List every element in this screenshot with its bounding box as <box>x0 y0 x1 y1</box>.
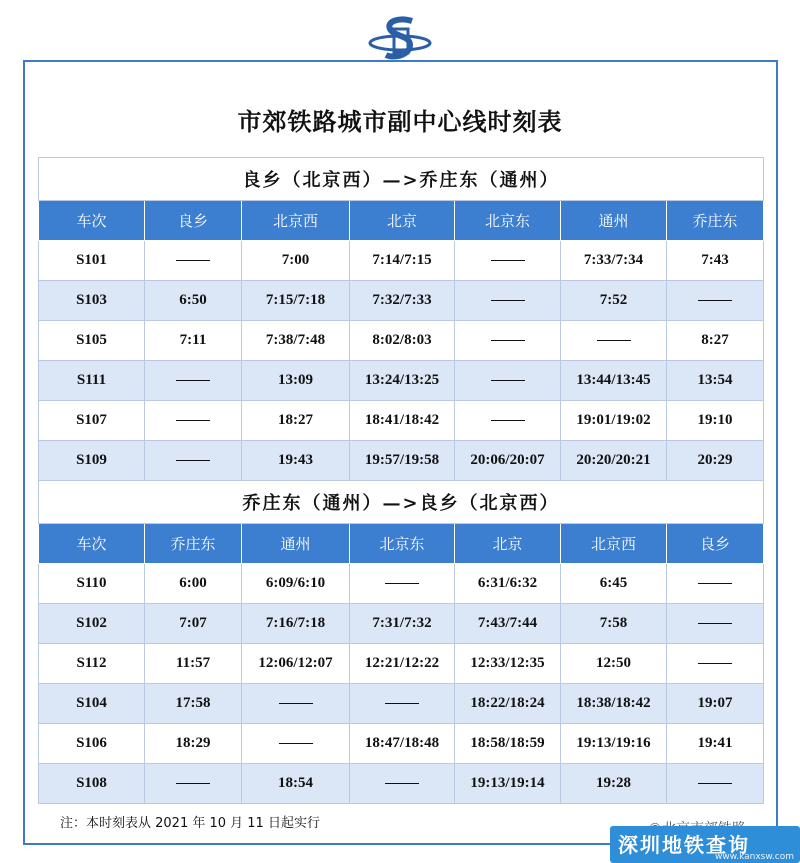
no-stop-dash <box>491 420 525 421</box>
time-cell <box>145 764 242 804</box>
time-cell <box>667 564 764 604</box>
column-header: 车次 <box>39 201 145 241</box>
time-cell: 13:44/13:45 <box>561 361 667 401</box>
time-cell <box>242 684 350 724</box>
no-stop-dash <box>491 380 525 381</box>
table-row <box>39 604 764 644</box>
table-row <box>39 724 764 764</box>
effective-date-note: 注：本时刻表从 2021 年 10 月 11 日起实行 <box>60 816 320 831</box>
column-header: 良乡 <box>667 524 764 564</box>
table-row <box>39 441 764 481</box>
table-row <box>39 361 764 401</box>
time-cell: 18:54 <box>242 764 350 804</box>
train-number-cell: S101 <box>39 241 145 281</box>
table-row <box>39 321 764 361</box>
time-cell: 12:06/12:07 <box>242 644 350 684</box>
time-cell: 19:10 <box>667 401 764 441</box>
no-stop-dash <box>279 743 313 744</box>
column-header: 车次 <box>39 524 145 564</box>
no-stop-dash <box>698 300 732 301</box>
time-cell <box>145 441 242 481</box>
time-cell: 18:29 <box>145 724 242 764</box>
site-logo <box>610 826 800 863</box>
train-number-cell: S108 <box>39 764 145 804</box>
train-number-cell: S103 <box>39 281 145 321</box>
column-header: 通州 <box>242 524 350 564</box>
table-row <box>39 281 764 321</box>
time-cell: 7:07 <box>145 604 242 644</box>
no-stop-dash <box>698 663 732 664</box>
no-stop-dash <box>698 623 732 624</box>
time-cell <box>145 361 242 401</box>
table-row <box>39 644 764 684</box>
time-cell: 7:43 <box>667 241 764 281</box>
no-stop-dash <box>491 340 525 341</box>
time-cell: 11:57 <box>145 644 242 684</box>
no-stop-dash <box>597 340 631 341</box>
table-row <box>39 764 764 804</box>
column-header: 良乡 <box>145 201 242 241</box>
time-cell: 7:00 <box>242 241 350 281</box>
column-header: 北京 <box>455 524 561 564</box>
header-row <box>39 524 764 564</box>
time-cell: 12:50 <box>561 644 667 684</box>
time-cell <box>350 764 455 804</box>
time-cell: 7:16/7:18 <box>242 604 350 644</box>
time-cell: 18:27 <box>242 401 350 441</box>
time-cell: 20:06/20:07 <box>455 441 561 481</box>
time-cell: 7:15/7:18 <box>242 281 350 321</box>
column-header: 乔庄东 <box>145 524 242 564</box>
time-cell: 19:13/19:14 <box>455 764 561 804</box>
time-cell: 8:02/8:03 <box>350 321 455 361</box>
no-stop-dash <box>385 703 419 704</box>
column-header: 通州 <box>561 201 667 241</box>
column-header: 北京东 <box>455 201 561 241</box>
time-cell: 6:00 <box>145 564 242 604</box>
train-number-cell: S111 <box>39 361 145 401</box>
time-cell <box>667 604 764 644</box>
time-cell <box>667 644 764 684</box>
time-cell <box>667 281 764 321</box>
time-cell: 20:20/20:21 <box>561 441 667 481</box>
page-title: 市郊铁路城市副中心线时刻表 <box>237 108 563 136</box>
time-cell <box>455 401 561 441</box>
time-cell: 8:27 <box>667 321 764 361</box>
time-cell <box>350 684 455 724</box>
time-cell: 19:07 <box>667 684 764 724</box>
no-stop-dash <box>176 420 210 421</box>
train-number-cell: S110 <box>39 564 145 604</box>
time-cell <box>455 281 561 321</box>
direction-label: 良乡（北京西）—>乔庄东（通州） <box>39 158 764 201</box>
time-cell: 7:58 <box>561 604 667 644</box>
column-header: 乔庄东 <box>667 201 764 241</box>
time-cell: 13:24/13:25 <box>350 361 455 401</box>
table-row <box>39 241 764 281</box>
train-number-cell: S104 <box>39 684 145 724</box>
train-number-cell: S112 <box>39 644 145 684</box>
time-cell: 7:52 <box>561 281 667 321</box>
time-cell <box>455 241 561 281</box>
site-logo-text: 深圳地铁查询 <box>618 833 750 857</box>
direction-row <box>39 158 764 201</box>
time-cell: 7:33/7:34 <box>561 241 667 281</box>
no-stop-dash <box>491 260 525 261</box>
timetable <box>38 157 763 804</box>
time-cell: 7:43/7:44 <box>455 604 561 644</box>
table-row <box>39 564 764 604</box>
time-cell <box>145 241 242 281</box>
train-number-cell: S109 <box>39 441 145 481</box>
time-cell: 19:13/19:16 <box>561 724 667 764</box>
time-cell: 6:50 <box>145 281 242 321</box>
direction-row <box>39 481 764 524</box>
time-cell <box>561 321 667 361</box>
time-cell: 7:31/7:32 <box>350 604 455 644</box>
no-stop-dash <box>176 460 210 461</box>
no-stop-dash <box>385 783 419 784</box>
time-cell: 12:33/12:35 <box>455 644 561 684</box>
site-logo-url: www.kanxsw.com <box>714 852 794 862</box>
time-cell <box>455 361 561 401</box>
time-cell: 17:58 <box>145 684 242 724</box>
time-cell: 19:43 <box>242 441 350 481</box>
time-cell: 7:32/7:33 <box>350 281 455 321</box>
time-cell: 7:14/7:15 <box>350 241 455 281</box>
time-cell: 18:38/18:42 <box>561 684 667 724</box>
time-cell: 13:09 <box>242 361 350 401</box>
time-cell: 19:57/19:58 <box>350 441 455 481</box>
train-number-cell: S105 <box>39 321 145 361</box>
header-row <box>39 201 764 241</box>
train-number-cell: S106 <box>39 724 145 764</box>
time-cell <box>145 401 242 441</box>
table-row <box>39 401 764 441</box>
train-number-cell: S102 <box>39 604 145 644</box>
time-cell <box>455 321 561 361</box>
time-cell: 19:41 <box>667 724 764 764</box>
column-header: 北京 <box>350 201 455 241</box>
no-stop-dash <box>279 703 313 704</box>
time-cell: 18:41/18:42 <box>350 401 455 441</box>
column-header: 北京西 <box>561 524 667 564</box>
train-number-cell: S107 <box>39 401 145 441</box>
time-cell <box>350 564 455 604</box>
column-header: 北京西 <box>242 201 350 241</box>
time-cell <box>242 724 350 764</box>
time-cell: 19:28 <box>561 764 667 804</box>
time-cell: 19:01/19:02 <box>561 401 667 441</box>
time-cell: 13:54 <box>667 361 764 401</box>
time-cell: 7:38/7:48 <box>242 321 350 361</box>
direction-label: 乔庄东（通州）—>良乡（北京西） <box>39 481 764 524</box>
no-stop-dash <box>385 583 419 584</box>
column-header: 北京东 <box>350 524 455 564</box>
time-cell: 6:09/6:10 <box>242 564 350 604</box>
no-stop-dash <box>176 260 210 261</box>
no-stop-dash <box>176 783 210 784</box>
no-stop-dash <box>698 783 732 784</box>
no-stop-dash <box>698 583 732 584</box>
time-cell: 6:31/6:32 <box>455 564 561 604</box>
time-cell: 18:22/18:24 <box>455 684 561 724</box>
no-stop-dash <box>491 300 525 301</box>
time-cell: 7:11 <box>145 321 242 361</box>
time-cell <box>667 764 764 804</box>
time-cell: 12:21/12:22 <box>350 644 455 684</box>
time-cell: 18:58/18:59 <box>455 724 561 764</box>
time-cell: 6:45 <box>561 564 667 604</box>
time-cell: 18:47/18:48 <box>350 724 455 764</box>
no-stop-dash <box>176 380 210 381</box>
time-cell: 20:29 <box>667 441 764 481</box>
table-row <box>39 684 764 724</box>
